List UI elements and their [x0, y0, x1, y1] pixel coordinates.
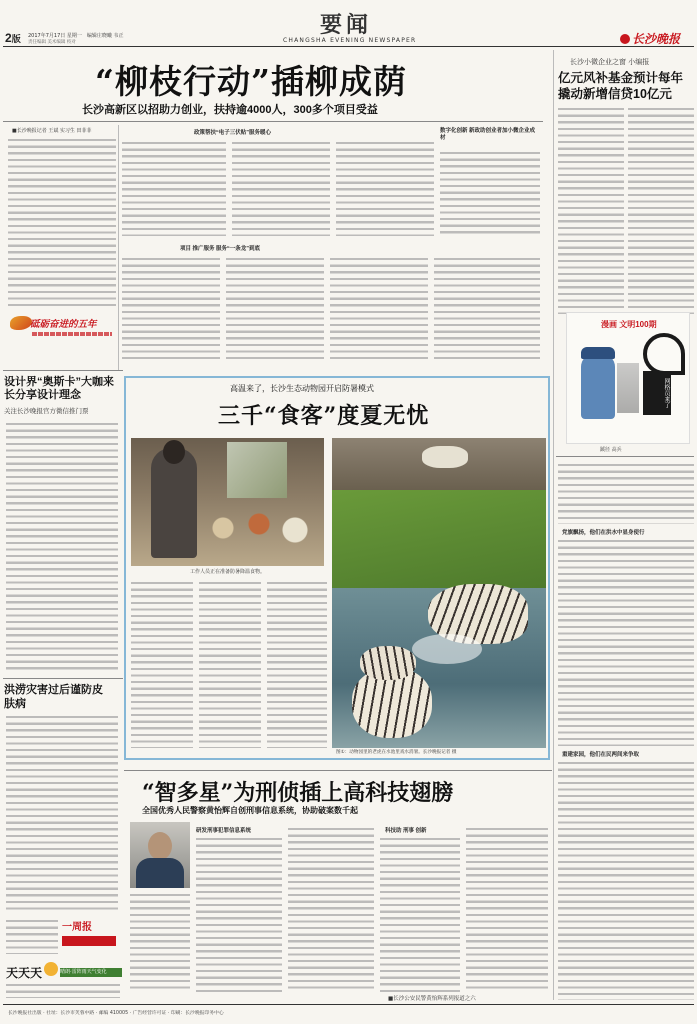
- tiger-background: [422, 446, 468, 468]
- food-bowls: [199, 508, 319, 548]
- bottom-text-col-4: [380, 836, 460, 992]
- right-subhead-1: 党旗飘扬，他们在洪水中显身使行: [562, 530, 645, 536]
- lead-text-col-1: [8, 137, 116, 309]
- sun-icon: [44, 962, 58, 976]
- right-byline: 长沙小微企业之窗 小编报: [570, 58, 650, 66]
- officer-portrait: [130, 822, 190, 888]
- cartoon-officer-cap: [581, 347, 615, 359]
- design-subheadline: 关注长沙晚报官方微信推门票: [4, 407, 89, 415]
- lead-text-col-2: [122, 140, 226, 236]
- banner-title: 砥砺奋进的五年: [30, 319, 97, 330]
- weather-ad-text: [6, 982, 120, 998]
- left-top-rule: [3, 370, 123, 371]
- banner-subline: [32, 332, 112, 336]
- zoo-kicker: 高温来了，长沙生态动物园开启防暑模式: [230, 384, 374, 393]
- lead-text-col-6: [122, 256, 220, 362]
- bottom-subhead-1: 研发刑事犯罪信息系统: [196, 828, 252, 834]
- column-rule-left: [118, 125, 119, 370]
- lead-text-col-7: [226, 256, 324, 362]
- officer-uniform: [136, 858, 184, 888]
- weekly-ad-text: [6, 918, 58, 954]
- right-headline: 亿元风补基金预计每年撬动新增信贷10亿元: [558, 71, 684, 101]
- cartoon-officer: [581, 353, 615, 419]
- masthead-logo: 长沙晚报: [620, 30, 680, 47]
- bottom-text-col-5: [466, 826, 548, 992]
- lead-text-col-9: [434, 256, 540, 362]
- weather-ad-title: 天天天: [6, 966, 43, 980]
- right-text-col-1: [558, 106, 624, 314]
- zoo-worker-photo: [131, 438, 324, 566]
- zoo-photo1-caption: 工作人员正在准备防暑降温食物。: [190, 569, 266, 575]
- header-rule: [3, 46, 694, 47]
- cartoon-sign: 网格员来了: [643, 371, 671, 415]
- five-year-banner: [8, 312, 116, 348]
- zoo-text-col-1: [131, 580, 193, 748]
- left-mid-rule: [3, 678, 123, 679]
- design-text: [6, 421, 118, 671]
- lead-byline: ■长沙晚报记者 王斌 实习生 田菲菲: [12, 128, 92, 134]
- bottom-subheadline: 全国优秀人民警察黄怡辉自创刑事信息系统，协助破案数千起: [142, 806, 358, 815]
- lead-headline: “柳枝行动”插柳成荫: [95, 62, 407, 101]
- banner-swirl-icon: [10, 316, 32, 330]
- page-number: 2版: [5, 31, 21, 45]
- zoo-tiger-photo: [332, 438, 546, 748]
- weekly-ad-title: 一周报: [62, 922, 92, 933]
- meta-line: 责任编辑 美术编辑 校对: [28, 40, 76, 45]
- lead-text-col-4: [336, 140, 434, 236]
- weather-ad-banner: 晴朗·雷阵雨天气变化: [60, 968, 122, 977]
- bottom-text-col-2: [196, 836, 282, 992]
- zoo-text-col-2: [199, 580, 261, 748]
- flood-text: [6, 714, 118, 910]
- flood-headline: 洪涝灾害过后谨防皮肤病: [4, 684, 103, 710]
- weekly-ad: [62, 914, 118, 960]
- lead-text-col-5: [440, 150, 540, 236]
- bottom-text-col-1: [130, 892, 190, 992]
- zoo-photo2-caption: 图①：动物园里的老虎在水池里戏水消暑。长沙晚报记者 摄: [336, 750, 457, 755]
- water-splash: [412, 634, 482, 664]
- footer-rule: [3, 1004, 694, 1005]
- cartoon-caption: 蹊径 高兵: [600, 447, 622, 453]
- window-light: [227, 442, 287, 498]
- footer-text: 长沙晚报社出版 · 社址：长沙市芙蓉中路 · 邮编 410005 · 广告经营许可证 · 印刷：长沙晚报印务中心: [8, 1011, 224, 1016]
- right-text-col-4: [558, 538, 694, 746]
- lead-text-col-8: [330, 256, 428, 362]
- lead-text-col-3: [232, 140, 330, 236]
- newspaper-en: CHANGSHA EVENING NEWSPAPER: [283, 37, 417, 44]
- cartoon-snake: [643, 333, 685, 375]
- right-column-rule: [553, 50, 554, 1000]
- date-line: 2017年7月17日 星期一 编辑庄晓曦 韦正: [28, 33, 124, 39]
- right-subhead-2: 重建家园，他们在民两间来争取: [562, 752, 640, 758]
- cartoon-title: 漫画 文明100期: [601, 320, 657, 329]
- zoo-text-col-3: [267, 580, 327, 748]
- zoo-headline: 三千“食客”度夏无忧: [218, 403, 430, 429]
- bottom-text-col-3: [288, 826, 374, 992]
- right-text-col-5: [558, 760, 694, 1000]
- weekly-ad-bar: [62, 936, 116, 946]
- cartoon-building: [617, 363, 639, 413]
- worker-figure: [151, 448, 197, 558]
- design-headline: 设计界“奥斯卡”大咖来长分享设计理念: [4, 376, 114, 401]
- bottom-subhead-2: 科技助 刑事 创新: [385, 828, 427, 834]
- lead-subheadline: 长沙高新区以招助力创业，扶持逾4000人，300多个项目受益: [82, 104, 378, 116]
- right-text-col-2: [628, 106, 694, 314]
- lead-subhead-2: 数字化创新 新政助创业者加小微企业成材: [440, 128, 536, 141]
- right-text-col-3: [558, 462, 694, 524]
- tiger-middle: [360, 646, 416, 680]
- cartoon-panel: [566, 312, 690, 444]
- lead-rule: [3, 121, 543, 122]
- lead-subhead-1: 政策帮扶“电子三伏贴”服务暖心: [194, 130, 272, 136]
- grass-slope: [332, 490, 546, 590]
- weather-ad: [4, 962, 122, 1000]
- right-mid-rule: [556, 456, 694, 457]
- officer-face: [148, 832, 172, 860]
- section-title: 要闻: [320, 12, 373, 38]
- bottom-headline: “智多星”为刑侦插上高科技翅膀: [142, 780, 454, 806]
- bottom-story-rule: [124, 770, 552, 771]
- page-header: [0, 0, 697, 46]
- worker-head: [163, 440, 185, 464]
- lead-subhead-3: 项目 推广服务 服务“一条龙”到底: [180, 246, 261, 252]
- bottom-footer-tag: ■长沙公安民警黄怡辉系列报道之六: [388, 996, 476, 1002]
- masthead-icon: [620, 34, 630, 44]
